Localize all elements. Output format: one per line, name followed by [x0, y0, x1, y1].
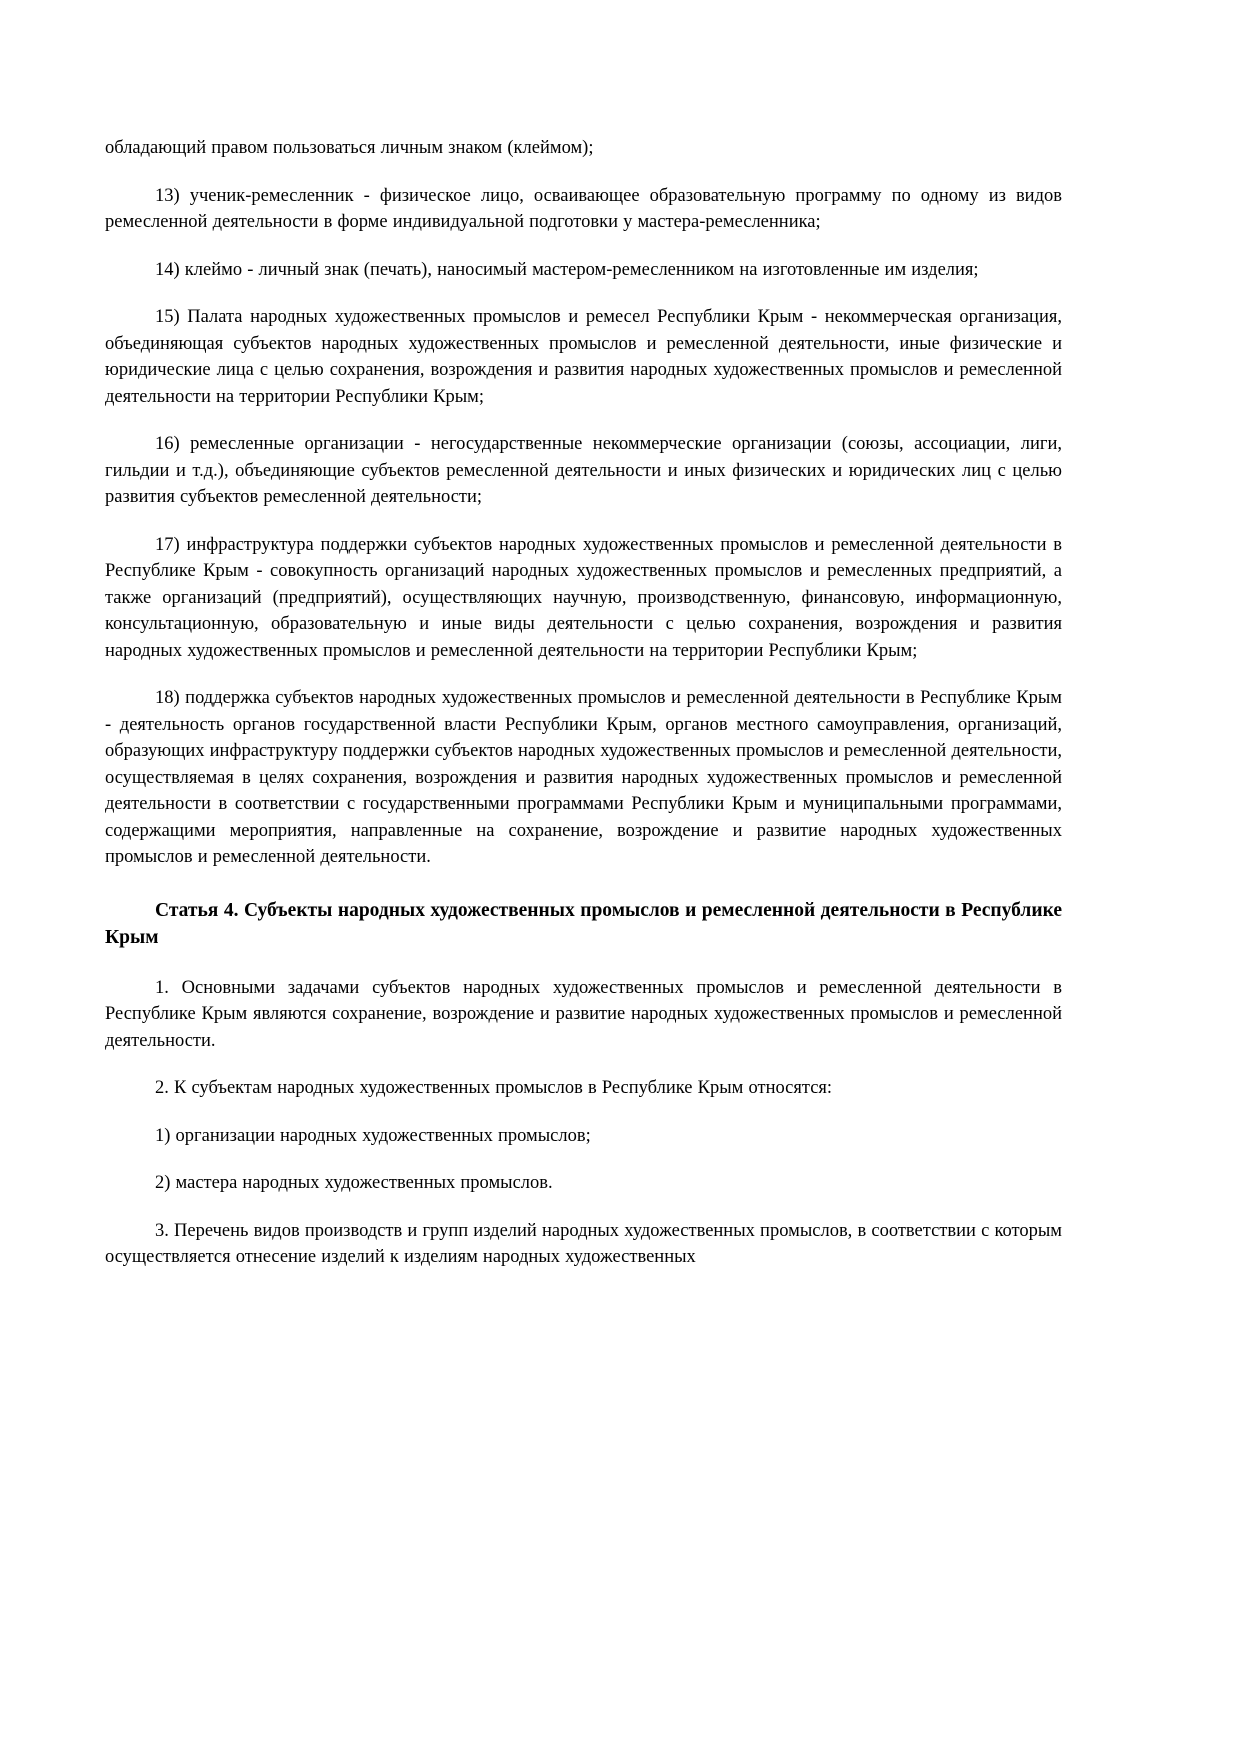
paragraph-item-15: 15) Палата народных художественных промыслов и ремесел Республики Крым - некоммерческая организация, объединяющая субъектов народных художественных промыслов и ремесленной деятельности, иные физические и юридические лица с целью сохранения, возрождения и развития народных художественных промыслов и ремесленной деятельности на территории Республики Крым; — [105, 307, 1062, 407]
paragraph-item-16: 16) ремесленные организации - негосударственные некоммерческие организации (союзы, ассоциации, лиги, гильдии и т.д.), объединяющие субъектов ремесленной деятельности и иных физических и юридических лиц с целью развития субъектов ремесленной деятельности; — [105, 434, 1062, 507]
article-4-heading: Статья 4. Субъекты народных художественных промыслов и ремесленной деятельности в Республике Крым — [105, 899, 1062, 948]
paragraph-item-13: 13) ученик-ремесленник - физическое лицо, осваивающее образовательную программу по одному из видов ремесленной деятельности в форме индивидуальной подготовки у мастера-ремесленника; — [105, 185, 1062, 232]
paragraph-article4-point-3: 3. Перечень видов производств и групп изделий народных художественных промыслов, в соответствии с которым осуществляется отнесение изделий к изделиям народных художественных — [105, 1220, 1062, 1267]
paragraph-intro-continuation: обладающий правом пользоваться личным знаком (клеймом); — [105, 138, 594, 158]
paragraph-article4-point-1: 1. Основными задачами субъектов народных художественных промыслов и ремесленной деятельности в Республике Крым являются сохранение, возрождение и развитие народных художественных промыслов и ремесленной деятельности. — [105, 977, 1062, 1051]
paragraph-article4-subpoint-1: 1) организации народных художественных промыслов; — [155, 1125, 591, 1146]
paragraph-item-18: 18) поддержка субъектов народных художественных промыслов и ремесленной деятельности в Республике Крым - деятельность органов государственной власти Республики Крым, органов местного самоуправления, организаций, образующих инфраструктуру поддержки субъектов народных художественных промыслов и ремесленной деятельности, осуществляемая в целях сохранения, возрождения и развития народных художественных промыслов и ремесленной деятельности в соответствии с государственными программами Республики Крым и муниципальными программами, содержащими мероприятия, направленные на сохранение, возрождение и развитие народных художественных промыслов и ремесленной деятельности. — [105, 688, 1062, 867]
paragraph-article4-subpoint-2: 2) мастера народных художественных промыслов. — [155, 1173, 553, 1193]
paragraph-article4-point-2: 2. К субъектам народных художественных промыслов в Республике Крым относятся: — [155, 1078, 833, 1098]
paragraph-item-17: 17) инфраструктура поддержки субъектов народных художественных промыслов и ремесленной деятельности в Республике Крым - совокупность организаций народных художественных промыслов и ремесленных предприятий, а также организаций (предприятий), осуществляющих научную, производственную, финансовую, информационную, консультационную, образовательную и иные виды деятельности с целью сохранения, возрождения и развития народных художественных промыслов и ремесленной деятельности на территории Республики Крым; — [105, 534, 1062, 661]
paragraph-item-14: 14) клеймо - личный знак (печать), наносимый мастером-ремесленником на изготовленные им изделия; — [155, 259, 979, 280]
